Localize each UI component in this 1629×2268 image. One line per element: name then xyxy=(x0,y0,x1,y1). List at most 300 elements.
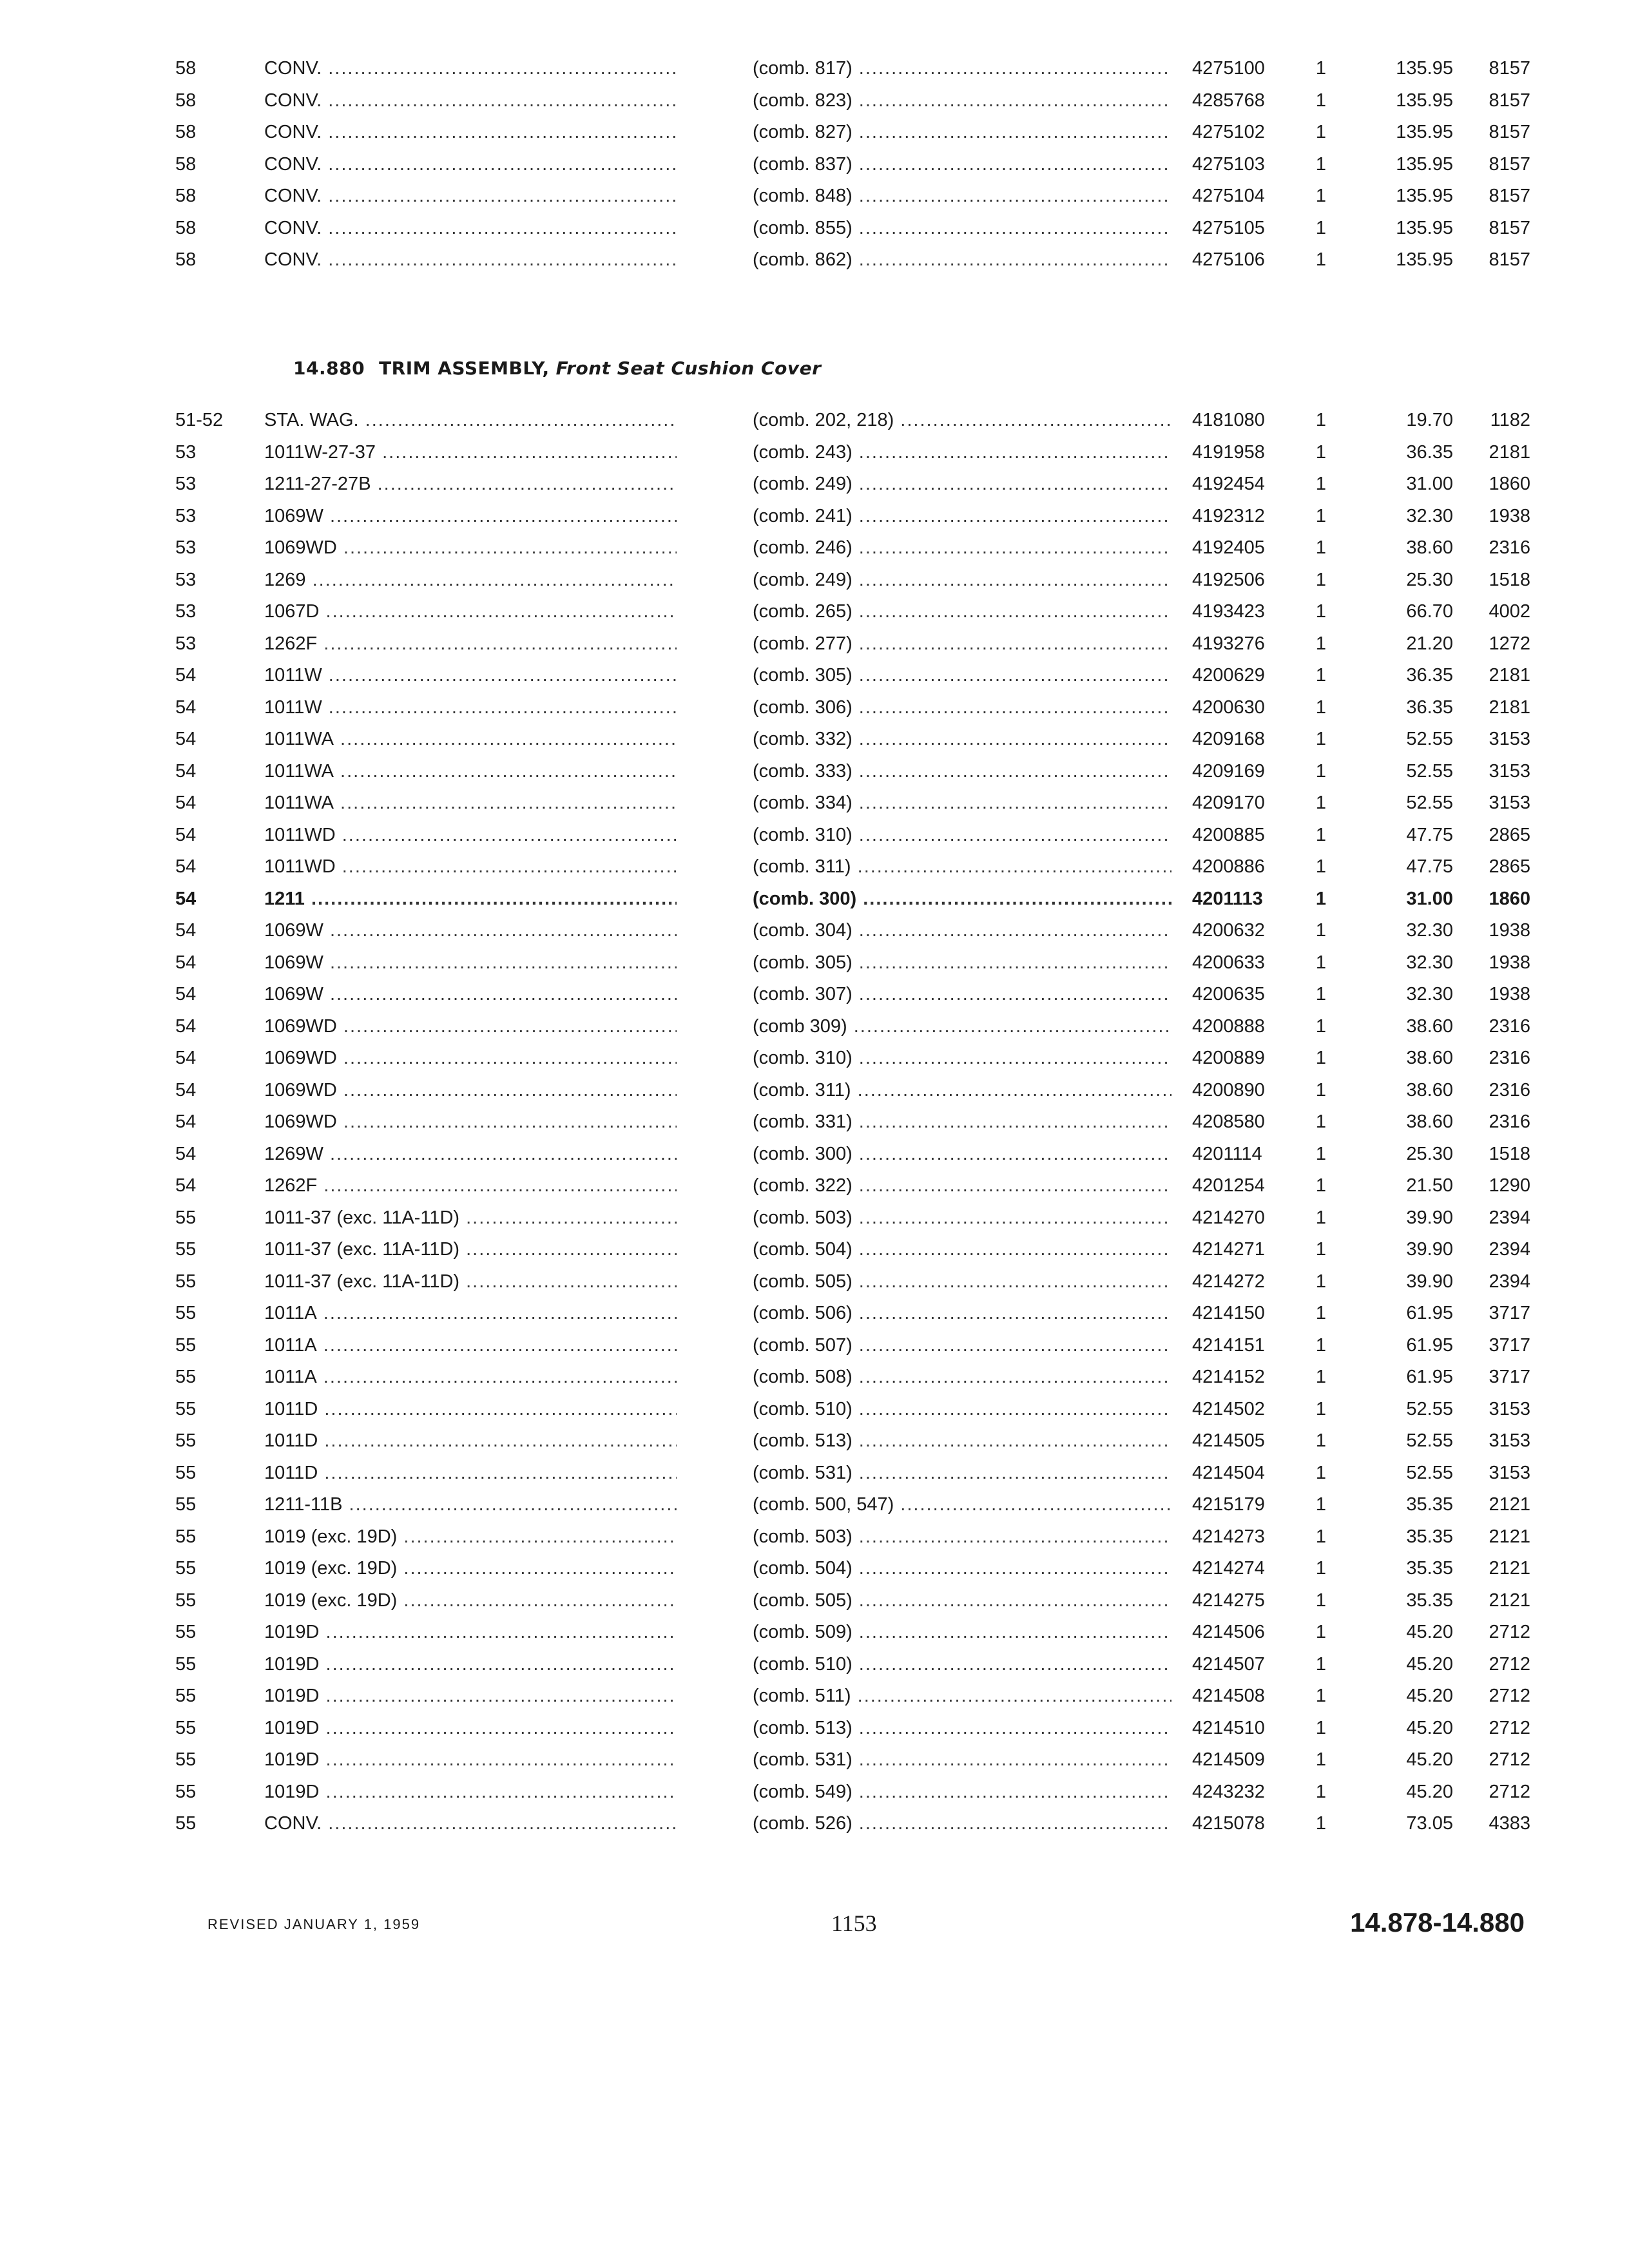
list-price: 135.95 xyxy=(1396,217,1453,238)
list-price: 52.55 xyxy=(1406,760,1453,782)
part-number: 4243232 xyxy=(1192,1781,1265,1802)
model-designation: CONV. ..... xyxy=(264,85,677,117)
list-price: 45.20 xyxy=(1406,1622,1453,1642)
quantity: 1 xyxy=(1315,1653,1327,1675)
list-price: 32.30 xyxy=(1406,984,1453,1004)
model-year: 54 xyxy=(175,665,197,686)
table-row xyxy=(0,85,1629,117)
table-row xyxy=(0,724,1629,756)
price-code: 3153 xyxy=(1489,760,1530,782)
table-row xyxy=(0,692,1629,724)
part-number: 4200889 xyxy=(1192,1048,1265,1068)
model-designation: 1011-37 (exc. 11A-11D) ..... xyxy=(264,1202,677,1235)
list-price: 38.60 xyxy=(1406,1079,1453,1100)
table-row xyxy=(0,149,1629,181)
combination-number: (comb. 202, 218) ..... xyxy=(753,405,1171,437)
list-price: 39.90 xyxy=(1406,1271,1453,1292)
part-number: 4275100 xyxy=(1192,58,1265,79)
model-year: 51-52 xyxy=(175,410,224,430)
list-price: 135.95 xyxy=(1396,58,1453,79)
table-row xyxy=(0,1521,1629,1553)
table-row xyxy=(0,1266,1629,1298)
list-price: 31.00 xyxy=(1406,474,1453,494)
model-designation: 1011-37 (exc. 11A-11D) ..... xyxy=(264,1234,677,1266)
quantity: 1 xyxy=(1315,441,1327,463)
price-code: 1518 xyxy=(1489,1143,1530,1164)
table-row xyxy=(0,1043,1629,1075)
model-year: 55 xyxy=(175,1303,197,1323)
combination-number: (comb. 310) ..... xyxy=(753,1043,1171,1075)
quantity: 1 xyxy=(1315,122,1327,142)
quantity: 1 xyxy=(1315,1079,1327,1100)
list-price: 38.60 xyxy=(1406,1015,1453,1037)
model-year: 55 xyxy=(175,1207,197,1228)
list-price: 52.55 xyxy=(1406,729,1453,749)
quantity: 1 xyxy=(1315,952,1327,973)
quantity: 1 xyxy=(1315,1111,1327,1132)
quantity: 1 xyxy=(1315,569,1327,590)
table-row xyxy=(0,1489,1629,1521)
model-designation: 1211-11B ..... xyxy=(264,1489,677,1521)
part-number: 4275106 xyxy=(1192,249,1265,270)
quantity: 1 xyxy=(1315,1462,1327,1483)
model-designation: 1269 ..... xyxy=(264,564,677,597)
list-price: 47.75 xyxy=(1406,824,1453,845)
table-row xyxy=(0,213,1629,245)
part-number: 4214275 xyxy=(1192,1590,1265,1611)
table-row xyxy=(0,1011,1629,1043)
trim-assembly-parts-table xyxy=(0,405,1629,1840)
part-number: 4192312 xyxy=(1192,505,1265,526)
price-code: 2181 xyxy=(1489,697,1530,718)
table-row xyxy=(0,756,1629,788)
table-row xyxy=(0,501,1629,533)
part-number: 4192454 xyxy=(1192,474,1265,494)
quantity: 1 xyxy=(1315,1526,1327,1547)
quantity: 1 xyxy=(1315,1175,1327,1196)
model-designation: 1019D ..... xyxy=(264,1776,677,1809)
price-code: 2121 xyxy=(1489,1526,1530,1547)
quantity: 1 xyxy=(1315,1558,1327,1579)
list-price: 36.35 xyxy=(1406,665,1453,686)
model-designation: 1262F ..... xyxy=(264,628,677,660)
model-year: 54 xyxy=(175,888,197,909)
price-code: 2712 xyxy=(1489,1749,1530,1770)
part-number: 4200635 xyxy=(1192,984,1265,1004)
price-code: 2712 xyxy=(1489,1622,1530,1642)
model-designation: 1019 (exc. 19D) ..... xyxy=(264,1521,677,1553)
combination-number: (comb. 310) ..... xyxy=(753,820,1171,852)
part-number: 4200630 xyxy=(1192,697,1265,718)
model-designation: CONV. ..... xyxy=(264,180,677,213)
quantity: 1 xyxy=(1315,1717,1327,1738)
combination-number: (comb. 249) ..... xyxy=(753,564,1171,597)
list-price: 52.55 xyxy=(1406,1462,1453,1483)
quantity: 1 xyxy=(1315,217,1327,238)
price-code: 2316 xyxy=(1489,1048,1530,1068)
price-code: 2316 xyxy=(1489,1079,1530,1100)
model-year: 55 xyxy=(175,1781,197,1802)
combination-number: (comb. 513) ..... xyxy=(753,1713,1171,1745)
price-code: 1938 xyxy=(1489,984,1530,1004)
list-price: 32.30 xyxy=(1406,952,1453,973)
model-designation: 1019D ..... xyxy=(264,1617,677,1649)
combination-number: (comb. 549) ..... xyxy=(753,1776,1171,1809)
table-row xyxy=(0,1808,1629,1840)
model-year: 54 xyxy=(175,697,197,718)
quantity: 1 xyxy=(1315,249,1327,270)
part-number: 4285768 xyxy=(1192,90,1265,111)
combination-number: (comb. 510) ..... xyxy=(753,1649,1171,1681)
quantity: 1 xyxy=(1315,1271,1327,1292)
price-code: 3153 xyxy=(1489,793,1530,813)
combination-number: (comb. 827) ..... xyxy=(753,117,1171,149)
model-year: 58 xyxy=(175,249,197,270)
part-number: 4214508 xyxy=(1192,1686,1265,1706)
part-number: 4192405 xyxy=(1192,537,1265,558)
model-year: 54 xyxy=(175,824,197,845)
section-title: TRIM ASSEMBLY, xyxy=(379,358,550,379)
price-code: 3153 xyxy=(1489,1462,1530,1483)
list-price: 47.75 xyxy=(1406,856,1453,877)
quantity: 1 xyxy=(1315,1781,1327,1802)
price-code: 2316 xyxy=(1489,537,1530,558)
combination-number: (comb. 331) ..... xyxy=(753,1106,1171,1139)
model-year: 55 xyxy=(175,1622,197,1642)
table-row xyxy=(0,1139,1629,1171)
price-code: 8157 xyxy=(1489,122,1530,142)
model-year: 53 xyxy=(175,601,197,622)
list-price: 19.70 xyxy=(1406,410,1453,430)
price-code: 8157 xyxy=(1489,217,1530,238)
page-number: 1153 xyxy=(831,1910,877,1936)
model-year: 53 xyxy=(175,537,197,558)
model-year: 55 xyxy=(175,1494,197,1515)
part-number: 4214152 xyxy=(1192,1367,1265,1387)
list-price: 21.50 xyxy=(1406,1175,1453,1196)
list-price: 36.35 xyxy=(1406,697,1453,718)
combination-number: (comb. 531) ..... xyxy=(753,1744,1171,1776)
price-code: 1518 xyxy=(1489,569,1530,590)
price-code: 8157 xyxy=(1489,249,1530,270)
part-number: 4215078 xyxy=(1192,1813,1265,1834)
list-price: 45.20 xyxy=(1406,1717,1453,1738)
list-price: 45.20 xyxy=(1406,1781,1453,1802)
part-number: 4200890 xyxy=(1192,1079,1265,1100)
list-price: 52.55 xyxy=(1406,1398,1453,1419)
quantity: 1 xyxy=(1315,90,1327,111)
quantity: 1 xyxy=(1315,1367,1327,1387)
price-code: 4383 xyxy=(1489,1813,1530,1834)
price-code: 2712 xyxy=(1489,1653,1530,1675)
quantity: 1 xyxy=(1315,186,1327,206)
model-designation: 1011WA ..... xyxy=(264,787,677,820)
model-designation: 1019D ..... xyxy=(264,1649,677,1681)
model-year: 55 xyxy=(175,1558,197,1579)
quantity: 1 xyxy=(1315,1207,1327,1228)
price-code: 1860 xyxy=(1489,888,1530,909)
model-year: 54 xyxy=(175,1048,197,1068)
quantity: 1 xyxy=(1315,760,1327,782)
part-number: 4214505 xyxy=(1192,1430,1265,1451)
model-designation: 1011WD ..... xyxy=(264,820,677,852)
combination-number: (comb. 265) ..... xyxy=(753,596,1171,628)
price-code: 8157 xyxy=(1489,90,1530,111)
model-year: 55 xyxy=(175,1686,197,1706)
quantity: 1 xyxy=(1315,984,1327,1004)
price-code: 2865 xyxy=(1489,824,1530,845)
quantity: 1 xyxy=(1315,1303,1327,1323)
combination-number: (comb. 511) ..... xyxy=(753,1680,1171,1713)
model-year: 55 xyxy=(175,1590,197,1611)
list-price: 36.35 xyxy=(1406,441,1453,463)
table-row xyxy=(0,1425,1629,1457)
price-code: 3717 xyxy=(1489,1334,1530,1356)
part-number: 4192506 xyxy=(1192,569,1265,590)
quantity: 1 xyxy=(1315,1239,1327,1260)
part-number: 4200629 xyxy=(1192,665,1265,686)
model-year: 54 xyxy=(175,856,197,877)
model-year: 54 xyxy=(175,1015,197,1037)
part-number: 4209169 xyxy=(1192,760,1265,782)
model-year: 55 xyxy=(175,1334,197,1356)
model-year: 53 xyxy=(175,505,197,526)
part-number: 4214272 xyxy=(1192,1271,1265,1292)
section-number: 14.880 xyxy=(293,358,365,379)
part-number: 4209168 xyxy=(1192,729,1265,749)
quantity: 1 xyxy=(1315,729,1327,749)
price-code: 2181 xyxy=(1489,665,1530,686)
model-year: 54 xyxy=(175,760,197,782)
model-year: 54 xyxy=(175,729,197,749)
page-footer xyxy=(0,1907,1629,1946)
model-year: 53 xyxy=(175,633,197,654)
price-code: 3717 xyxy=(1489,1367,1530,1387)
price-code: 8157 xyxy=(1489,153,1530,175)
list-price: 52.55 xyxy=(1406,793,1453,813)
model-year: 55 xyxy=(175,1462,197,1483)
model-year: 55 xyxy=(175,1367,197,1387)
price-code: 2394 xyxy=(1489,1239,1530,1260)
list-price: 45.20 xyxy=(1406,1686,1453,1706)
combination-number: (comb. 277) ..... xyxy=(753,628,1171,660)
model-designation: CONV. ..... xyxy=(264,213,677,245)
model-year: 53 xyxy=(175,441,197,463)
model-designation: 1269W ..... xyxy=(264,1139,677,1171)
model-year: 55 xyxy=(175,1430,197,1451)
part-number: 4214270 xyxy=(1192,1207,1265,1228)
combination-number: (comb. 246) ..... xyxy=(753,532,1171,564)
list-price: 135.95 xyxy=(1396,122,1453,142)
combination-number: (comb. 305) ..... xyxy=(753,660,1171,692)
list-price: 66.70 xyxy=(1406,601,1453,622)
quantity: 1 xyxy=(1315,601,1327,622)
combination-number: (comb. 322) ..... xyxy=(753,1170,1171,1202)
table-row xyxy=(0,851,1629,883)
quantity: 1 xyxy=(1315,1686,1327,1706)
part-number: 4191958 xyxy=(1192,441,1265,463)
table-row xyxy=(0,1170,1629,1202)
combination-number: (comb. 505) ..... xyxy=(753,1266,1171,1298)
part-number: 4200888 xyxy=(1192,1015,1265,1037)
quantity: 1 xyxy=(1315,474,1327,494)
model-year: 54 xyxy=(175,1175,197,1196)
price-code: 2712 xyxy=(1489,1686,1530,1706)
table-row xyxy=(0,468,1629,501)
price-code: 1938 xyxy=(1489,505,1530,526)
model-designation: 1019 (exc. 19D) ..... xyxy=(264,1553,677,1585)
combination-number: (comb. 304) ..... xyxy=(753,915,1171,947)
quantity: 1 xyxy=(1315,793,1327,813)
table-row xyxy=(0,53,1629,85)
model-designation: CONV. ..... xyxy=(264,1808,677,1840)
part-number: 4214506 xyxy=(1192,1622,1265,1642)
quantity: 1 xyxy=(1315,537,1327,558)
part-number: 4193423 xyxy=(1192,601,1265,622)
combination-number: (comb. 855) ..... xyxy=(753,213,1171,245)
part-number: 4214510 xyxy=(1192,1717,1265,1738)
model-designation: 1019D ..... xyxy=(264,1680,677,1713)
quantity: 1 xyxy=(1315,505,1327,526)
model-designation: 1262F ..... xyxy=(264,1170,677,1202)
part-number: 4214273 xyxy=(1192,1526,1265,1547)
quantity: 1 xyxy=(1315,1494,1327,1515)
price-code: 2316 xyxy=(1489,1015,1530,1037)
section-subtitle: Front Seat Cushion Cover xyxy=(555,358,822,379)
table-row xyxy=(0,787,1629,820)
table-row xyxy=(0,1680,1629,1713)
combination-number: (comb. 817) ..... xyxy=(753,53,1171,85)
table-row xyxy=(0,180,1629,213)
combination-number: (comb. 862) ..... xyxy=(753,244,1171,276)
table-row xyxy=(0,1649,1629,1681)
quantity: 1 xyxy=(1315,1015,1327,1037)
table-row xyxy=(0,532,1629,564)
table-row xyxy=(0,117,1629,149)
model-year: 58 xyxy=(175,58,197,79)
table-row xyxy=(0,564,1629,597)
list-price: 35.35 xyxy=(1406,1558,1453,1579)
list-price: 135.95 xyxy=(1396,153,1453,175)
model-designation: 1069W ..... xyxy=(264,501,677,533)
list-price: 38.60 xyxy=(1406,1111,1453,1132)
quantity: 1 xyxy=(1315,1590,1327,1611)
model-designation: 1011D ..... xyxy=(264,1457,677,1490)
price-code: 3717 xyxy=(1489,1303,1530,1323)
model-designation: 1211 ..... xyxy=(264,883,677,916)
model-year: 54 xyxy=(175,1143,197,1164)
model-designation: 1069W ..... xyxy=(264,947,677,979)
list-price: 38.60 xyxy=(1406,537,1453,558)
part-number: 4201113 xyxy=(1192,888,1263,909)
quantity: 1 xyxy=(1315,1048,1327,1068)
list-price: 35.35 xyxy=(1406,1494,1453,1515)
model-designation: 1011WA ..... xyxy=(264,756,677,788)
price-code: 2121 xyxy=(1489,1590,1530,1611)
table-row xyxy=(0,979,1629,1011)
price-code: 1938 xyxy=(1489,920,1530,941)
combination-number: (comb. 510) ..... xyxy=(753,1394,1171,1426)
table-row xyxy=(0,1585,1629,1617)
price-code: 1182 xyxy=(1490,410,1530,430)
part-number: 4275102 xyxy=(1192,122,1265,142)
table-row xyxy=(0,915,1629,947)
part-number: 4214509 xyxy=(1192,1749,1265,1770)
model-designation: 1011D ..... xyxy=(264,1394,677,1426)
list-price: 25.30 xyxy=(1406,1143,1453,1164)
model-designation: 1011WD ..... xyxy=(264,851,677,883)
part-number: 4214504 xyxy=(1192,1462,1265,1483)
model-year: 54 xyxy=(175,952,197,973)
model-year: 54 xyxy=(175,793,197,813)
part-number: 4200886 xyxy=(1192,856,1265,877)
model-designation: 1019 (exc. 19D) ..... xyxy=(264,1585,677,1617)
model-year: 54 xyxy=(175,1079,197,1100)
list-price: 52.55 xyxy=(1406,1430,1453,1451)
combination-number: (comb. 300) ..... xyxy=(753,1139,1171,1171)
price-code: 2865 xyxy=(1489,856,1530,877)
quantity: 1 xyxy=(1315,153,1327,175)
list-price: 35.35 xyxy=(1406,1590,1453,1611)
price-code: 3153 xyxy=(1489,1430,1530,1451)
price-code: 8157 xyxy=(1489,58,1530,79)
part-number: 4200632 xyxy=(1192,920,1265,941)
list-price: 32.30 xyxy=(1406,505,1453,526)
model-year: 58 xyxy=(175,217,197,238)
price-code: 1938 xyxy=(1489,952,1530,973)
list-price: 61.95 xyxy=(1406,1334,1453,1356)
table-row xyxy=(0,660,1629,692)
quantity: 1 xyxy=(1315,920,1327,941)
combination-number: (comb. 823) ..... xyxy=(753,85,1171,117)
price-code: 2394 xyxy=(1489,1271,1530,1292)
table-row xyxy=(0,628,1629,660)
price-code: 4002 xyxy=(1489,601,1530,622)
combination-number: (comb 309) ..... xyxy=(753,1011,1171,1043)
table-row xyxy=(0,1744,1629,1776)
price-code: 1290 xyxy=(1489,1175,1530,1196)
model-designation: 1069WD ..... xyxy=(264,1011,677,1043)
list-price: 38.60 xyxy=(1406,1048,1453,1068)
combination-number: (comb. 305) ..... xyxy=(753,947,1171,979)
part-number: 4275104 xyxy=(1192,186,1265,206)
combination-number: (comb. 505) ..... xyxy=(753,1585,1171,1617)
list-price: 135.95 xyxy=(1396,249,1453,270)
model-designation: CONV. ..... xyxy=(264,149,677,181)
table-row xyxy=(0,1234,1629,1266)
part-number: 4208580 xyxy=(1192,1111,1265,1132)
list-price: 35.35 xyxy=(1406,1526,1453,1547)
list-price: 45.20 xyxy=(1406,1653,1453,1675)
model-year: 53 xyxy=(175,474,197,494)
continued-parts-table xyxy=(0,53,1629,276)
combination-number: (comb. 848) ..... xyxy=(753,180,1171,213)
part-number: 4214271 xyxy=(1192,1239,1265,1260)
list-price: 45.20 xyxy=(1406,1749,1453,1770)
quantity: 1 xyxy=(1315,888,1327,909)
model-designation: 1011A ..... xyxy=(264,1330,677,1362)
part-number: 4215179 xyxy=(1192,1494,1265,1515)
part-number: 4200885 xyxy=(1192,824,1265,845)
quantity: 1 xyxy=(1315,697,1327,718)
quantity: 1 xyxy=(1315,1622,1327,1642)
part-number: 4201114 xyxy=(1192,1143,1262,1164)
list-price: 25.30 xyxy=(1406,569,1453,590)
model-designation: 1011WA ..... xyxy=(264,724,677,756)
model-designation: 1067D ..... xyxy=(264,596,677,628)
table-row xyxy=(0,820,1629,852)
list-price: 39.90 xyxy=(1406,1239,1453,1260)
